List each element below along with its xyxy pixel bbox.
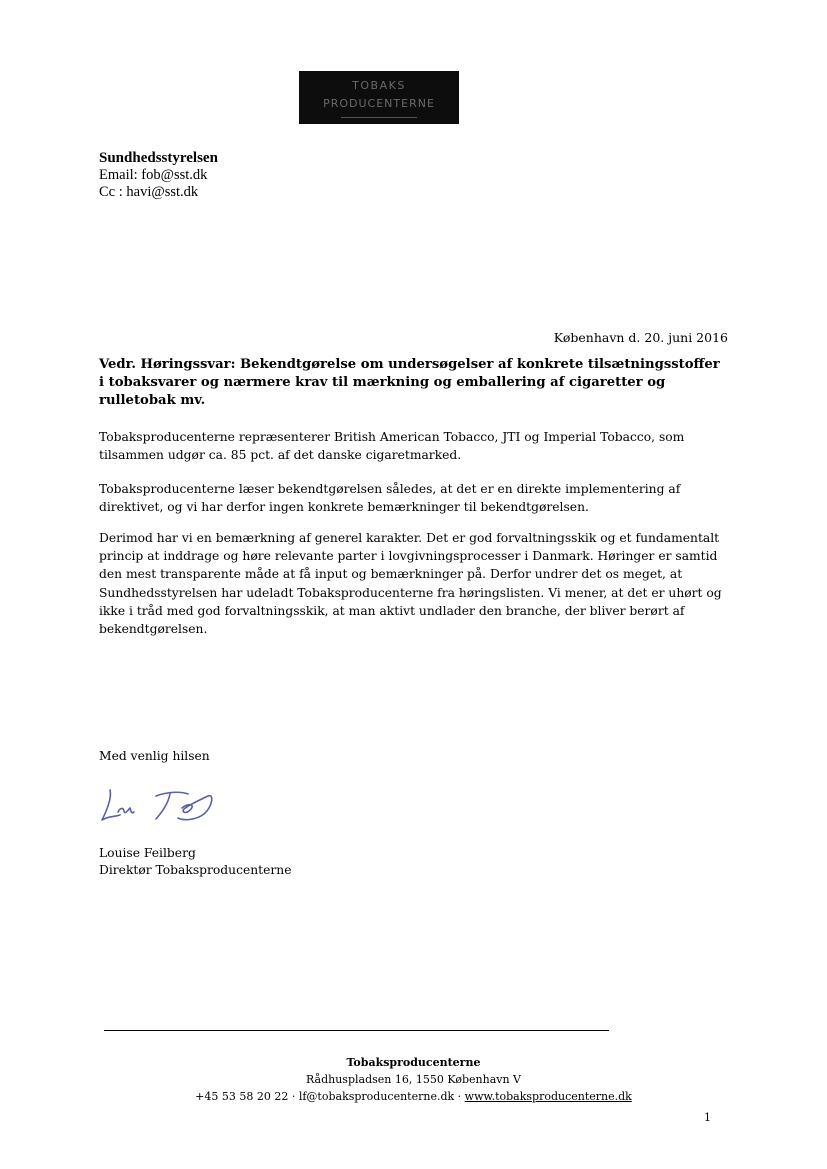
recipient-block <box>99 150 218 201</box>
closing-greeting: Med venlig hilsen <box>99 749 210 763</box>
recipient-cc: Cc : havi@sst.dk <box>99 184 199 200</box>
footer-contact: +45 53 58 20 22 · lf@tobaksproducenterne.dk · <box>195 1090 465 1103</box>
logo <box>299 71 459 124</box>
footer-address: Rådhuspladsen 16, 1550 København V <box>306 1073 521 1086</box>
footer-divider <box>104 1030 609 1031</box>
body-paragraph-1: Tobaksproducenterne repræsenterer British American Tobacco, JTI og Imperial Tobacco, som tilsammen udgør ca. 85 pct. af det danske cigaretmarked. <box>99 430 685 463</box>
footer <box>0 1054 827 1105</box>
letter-subject: Vedr. Høringssvar: Bekendtgørelse om undersøgelser af konkrete tilsætningsstoffer i tobaksvarer og nærmere krav til mærkning og emballering af cigaretter og rulletobak mv. <box>99 357 720 408</box>
signer-name: Louise Feilberg <box>99 846 196 860</box>
signer-title: Direktør Tobaksproducenterne <box>99 862 292 877</box>
handwritten-signature <box>96 782 218 826</box>
logo-underline <box>341 117 417 118</box>
logo-line-2: PRODUCENTERNE <box>323 97 435 110</box>
footer-website-link[interactable]: www.tobaksproducenterne.dk <box>464 1090 632 1103</box>
footer-org: Tobaksproducenterne <box>346 1056 481 1069</box>
body-paragraph-2: Tobaksproducenterne læser bekendtgørelsen således, at det er en direkte implementering af direktivet, og vi har derfor ingen konkrete bemærkninger til bekendtgørelsen. <box>99 482 681 515</box>
body-paragraph-3: Derimod har vi en bemærkning af generel karakter. Det er god forvaltningsskik og et fundamentalt princip at inddrage og høre relevante parter i lovgivningsprocesser i Danmark. Høringer er samtid den mest transparente måde at få input og bemærkninger på. Derfor undrer det os meget, at Sundhedsstyrelsen har udeladt Tobaksproducenterne fra høringslisten. Vi mener, at det er uhørt og ikke i tråd med god forvaltningsskik, at man aktivt undlader den branche, der bliver berørt af bekendtgørelsen. <box>99 531 722 637</box>
recipient-email: Email: fob@sst.dk <box>99 167 208 183</box>
logo-line-1: TOBAKS <box>352 79 406 92</box>
footer-contact-line <box>0 1088 827 1105</box>
recipient-name: Sundhedsstyrelsen <box>99 150 218 166</box>
signer-block <box>99 845 291 878</box>
letter-date: København d. 20. juni 2016 <box>553 330 728 345</box>
page-number: 1 <box>704 1111 711 1124</box>
